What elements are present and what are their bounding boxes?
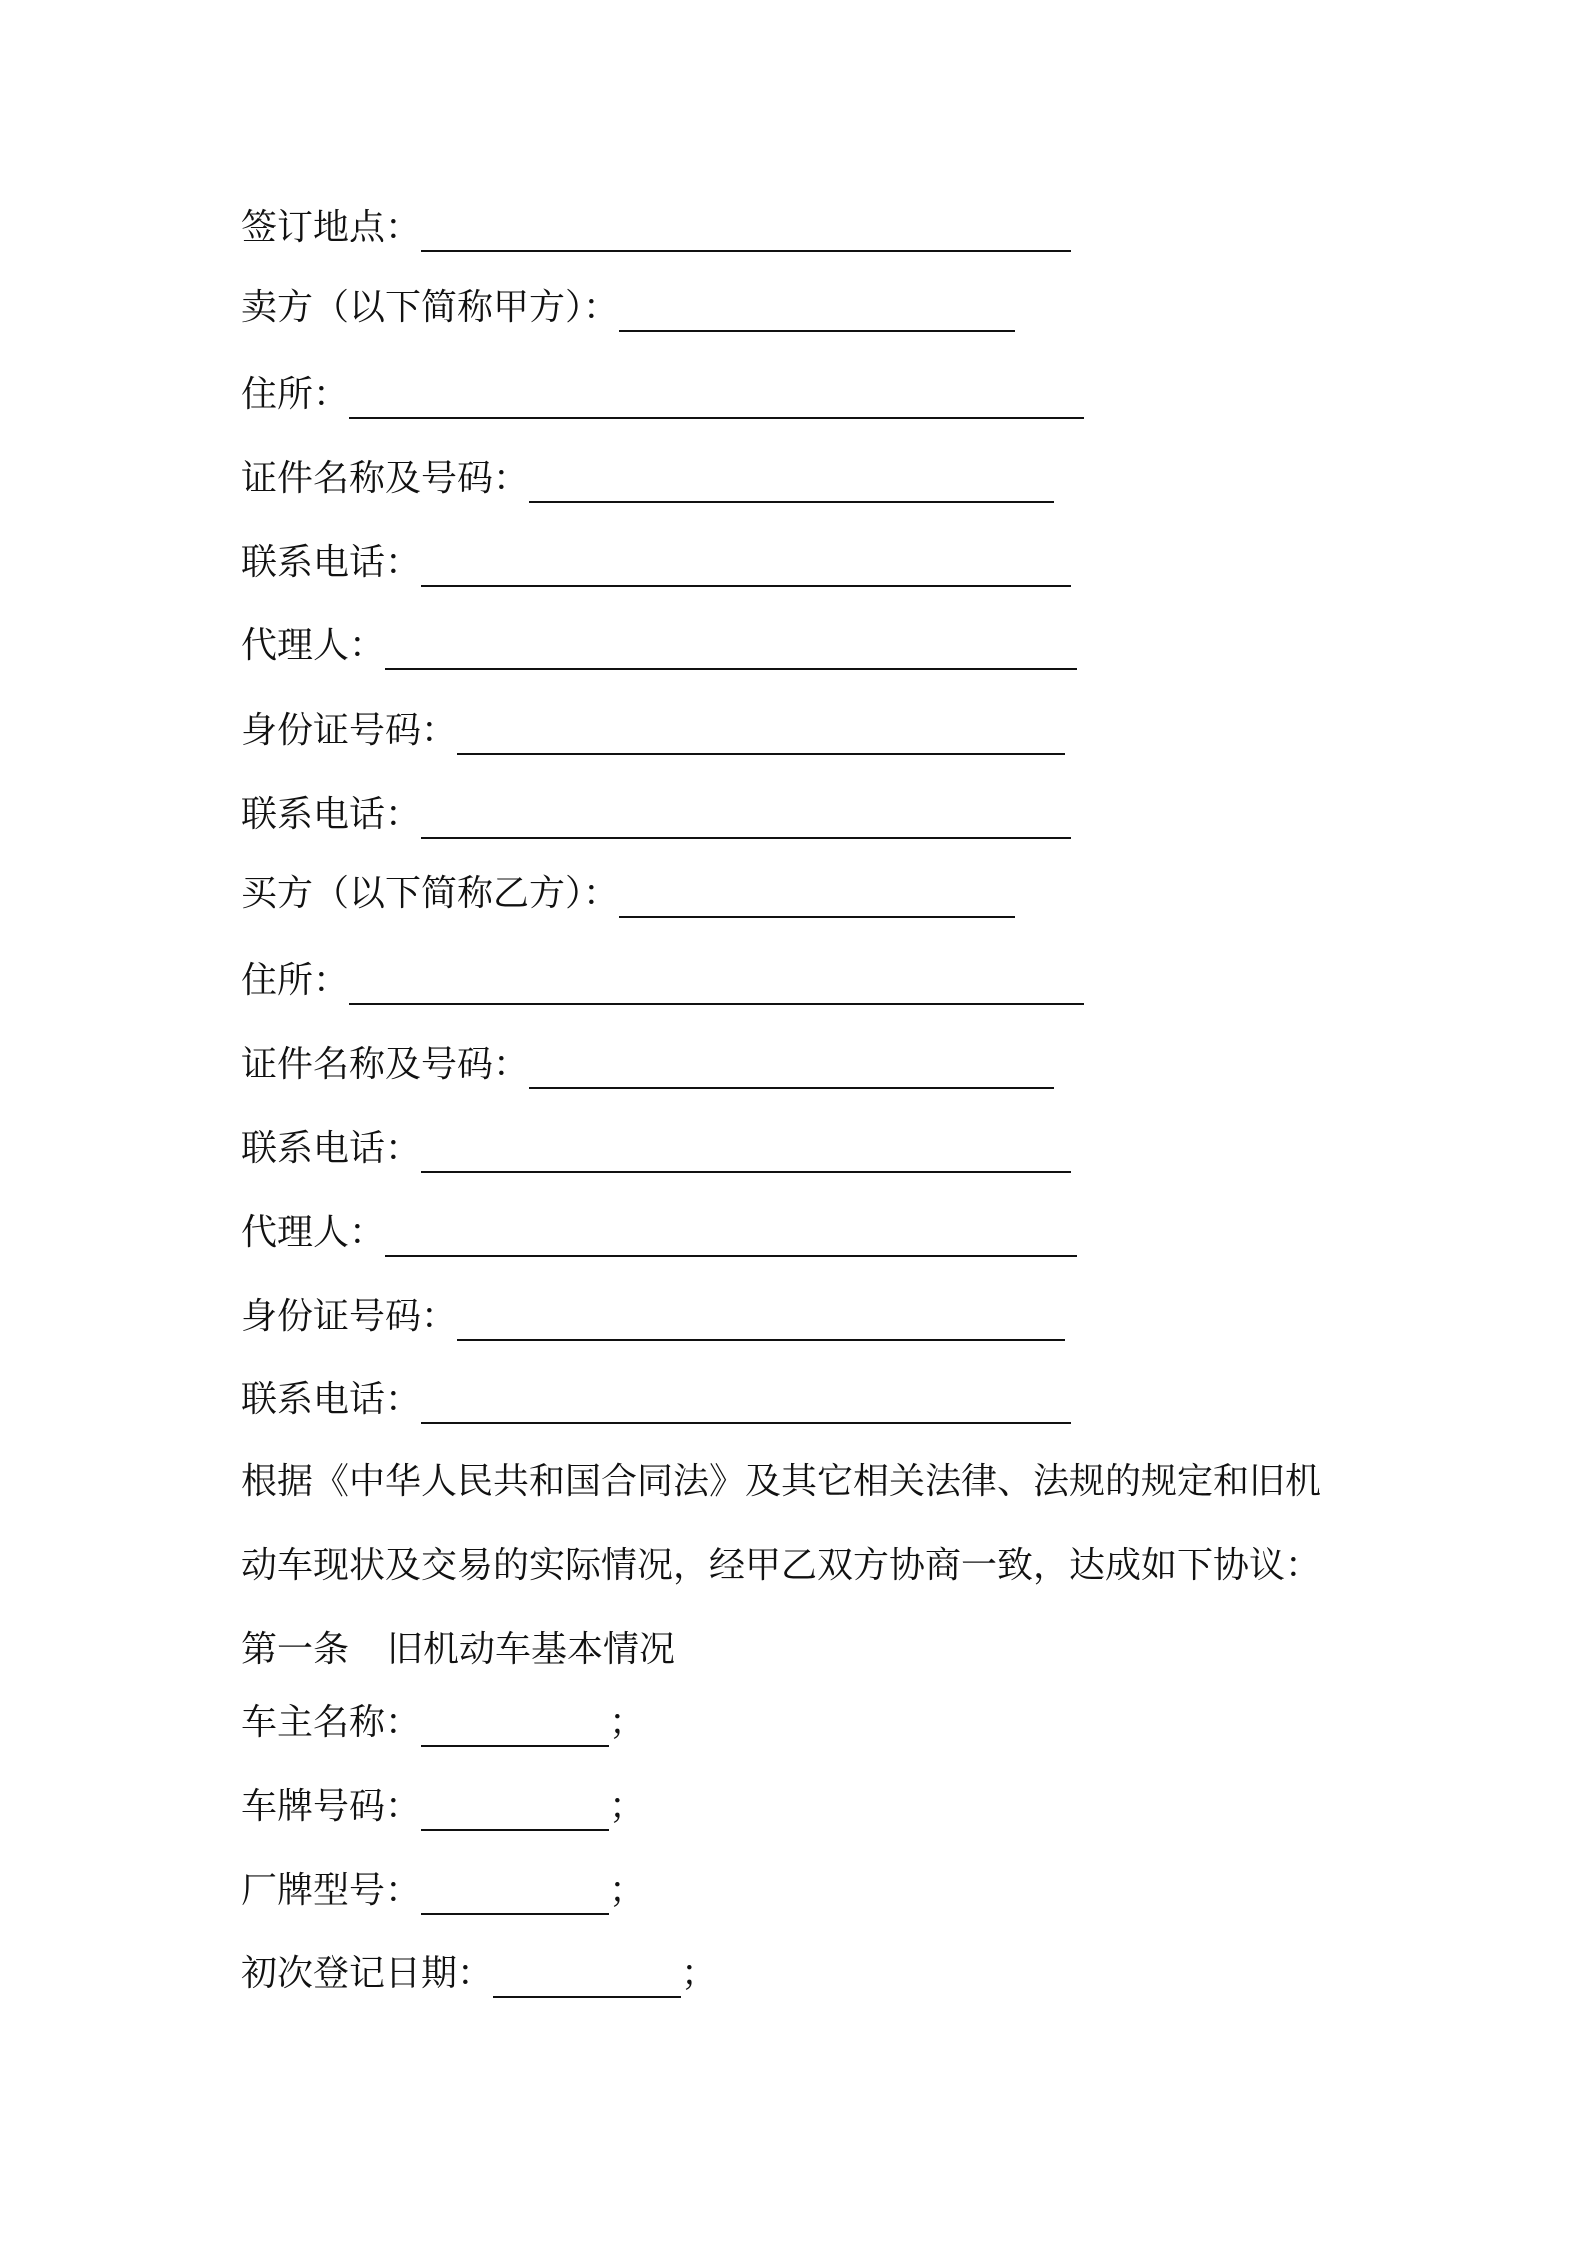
- seller-address-row: [241, 367, 1084, 427]
- seller-agent-phone-label: 联系电话：: [241, 794, 422, 835]
- seller-address-blank[interactable]: [349, 377, 1084, 419]
- sign-place-label: 签订地点：: [241, 207, 422, 248]
- first-registration-row: [241, 1946, 717, 2006]
- plate-number-terminator: ；: [609, 1786, 646, 1827]
- buyer-agent-phone-row: [241, 1372, 1071, 1432]
- first-registration-blank[interactable]: [493, 1956, 681, 1998]
- sign-place-blank[interactable]: [421, 210, 1071, 252]
- seller-agent-id-blank[interactable]: [457, 713, 1065, 755]
- owner-name-label: 车主名称：: [241, 1702, 422, 1743]
- seller-blank[interactable]: [619, 290, 1015, 332]
- buyer-agent-blank[interactable]: [385, 1215, 1077, 1257]
- model-terminator: ；: [609, 1870, 646, 1911]
- buyer-address-blank[interactable]: [349, 963, 1084, 1005]
- article-1-number: 第一条: [241, 1629, 350, 1670]
- buyer-agent-phone-label: 联系电话：: [241, 1379, 422, 1420]
- buyer-id-doc-label: 证件名称及号码：: [241, 1044, 530, 1085]
- buyer-address-row: [241, 953, 1084, 1013]
- plate-number-blank[interactable]: [421, 1789, 609, 1831]
- plate-number-row: [241, 1779, 645, 1839]
- buyer-blank[interactable]: [619, 876, 1015, 918]
- owner-name-terminator: ；: [609, 1702, 646, 1743]
- seller-agent-id-row: [241, 703, 1065, 763]
- seller-id-doc-label: 证件名称及号码：: [241, 458, 530, 499]
- model-blank[interactable]: [421, 1873, 609, 1915]
- model-row: [241, 1863, 645, 1923]
- article-1-heading: [241, 1626, 675, 1674]
- seller-agent-phone-row: [241, 787, 1071, 847]
- buyer-row: [241, 866, 1015, 926]
- seller-agent-label: 代理人：: [241, 625, 386, 666]
- article-1-title: 旧机动车基本情况: [387, 1629, 676, 1670]
- buyer-id-doc-blank[interactable]: [529, 1047, 1054, 1089]
- seller-agent-row: [241, 618, 1077, 678]
- first-registration-terminator: ；: [681, 1953, 718, 1994]
- buyer-agent-id-label: 身份证号码：: [241, 1296, 458, 1337]
- buyer-id-doc-row: [241, 1037, 1054, 1097]
- buyer-phone-blank[interactable]: [421, 1131, 1071, 1173]
- preamble-line-1: 根据《中华人民共和国合同法》及其它相关法律、法规的规定和旧机: [241, 1461, 1322, 1502]
- sign-place-row: [241, 200, 1071, 260]
- buyer-agent-phone-blank[interactable]: [421, 1382, 1071, 1424]
- buyer-label: 买方（以下简称乙方）：: [241, 873, 620, 914]
- buyer-address-label: 住所：: [241, 960, 350, 1001]
- seller-phone-row: [241, 535, 1071, 595]
- buyer-agent-label: 代理人：: [241, 1212, 386, 1253]
- seller-label: 卖方（以下简称甲方）：: [241, 287, 620, 328]
- model-label: 厂牌型号：: [241, 1870, 422, 1911]
- seller-agent-blank[interactable]: [385, 628, 1077, 670]
- plate-number-label: 车牌号码：: [241, 1786, 422, 1827]
- buyer-agent-row: [241, 1205, 1077, 1265]
- buyer-phone-label: 联系电话：: [241, 1128, 422, 1169]
- owner-name-row: [241, 1695, 645, 1755]
- preamble-line-2: 动车现状及交易的实际情况，经甲乙双方协商一致，达成如下协议：: [241, 1545, 1322, 1586]
- seller-phone-label: 联系电话：: [241, 542, 422, 583]
- seller-id-doc-blank[interactable]: [529, 461, 1054, 503]
- seller-address-label: 住所：: [241, 374, 350, 415]
- buyer-agent-id-blank[interactable]: [457, 1299, 1065, 1341]
- buyer-agent-id-row: [241, 1289, 1065, 1349]
- seller-row: [241, 280, 1015, 340]
- seller-agent-phone-blank[interactable]: [421, 797, 1071, 839]
- seller-agent-id-label: 身份证号码：: [241, 710, 458, 751]
- buyer-phone-row: [241, 1121, 1071, 1181]
- seller-id-doc-row: [241, 451, 1054, 511]
- seller-phone-blank[interactable]: [421, 545, 1071, 587]
- owner-name-blank[interactable]: [421, 1705, 609, 1747]
- first-registration-label: 初次登记日期：: [241, 1953, 494, 1994]
